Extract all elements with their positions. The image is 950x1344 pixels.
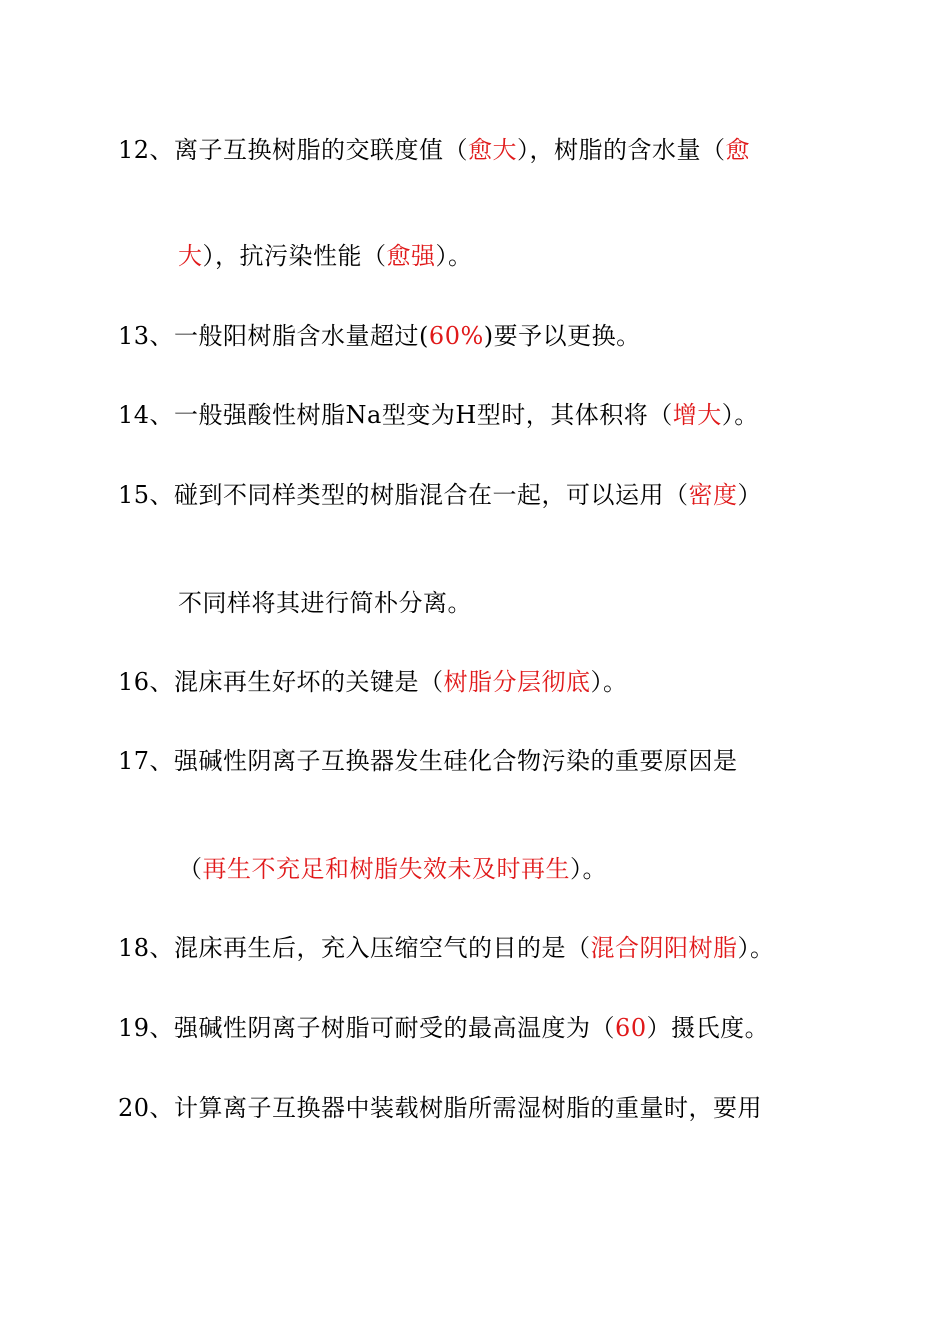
- question-text: 强碱性阴离子树脂可耐受的最高温度为（: [174, 1014, 616, 1042]
- question-12-line-1: [118, 134, 750, 166]
- question-text: 计算离子互换器中装载树脂所需湿树脂的重量时，要用: [174, 1094, 763, 1122]
- question-number: 18、: [118, 934, 175, 962]
- question-number: 15、: [118, 481, 175, 509]
- answer-text: 愈强: [386, 242, 436, 270]
- question-text: 碰到不同样类型的树脂混合在一起，可以运用（: [174, 481, 689, 509]
- answer-text: 增大: [672, 401, 722, 429]
- question-18: [118, 932, 775, 964]
- question-19: [118, 1012, 769, 1044]
- question-20: [118, 1092, 762, 1124]
- answer-text: 60%: [428, 322, 484, 350]
- answer-text: 60: [615, 1014, 647, 1042]
- question-text: 一般强酸性树脂Na型变为H型时，其体积将（: [174, 401, 673, 429]
- question-16: [118, 666, 628, 698]
- answer-text: 密度: [688, 481, 738, 509]
- question-17-line-1: [118, 745, 738, 777]
- question-number: 14、: [118, 401, 175, 429]
- question-number: 20、: [118, 1094, 175, 1122]
- question-15-line-1: [118, 479, 762, 511]
- answer-text: 愈大: [468, 136, 518, 164]
- question-number: 19、: [118, 1014, 175, 1042]
- question-text: ），树脂的含水量（: [517, 136, 726, 164]
- question-text: ）: [737, 481, 763, 509]
- question-text: ）。: [590, 668, 628, 696]
- question-13: [118, 320, 641, 352]
- question-text: ）摄氏度。: [646, 1014, 770, 1042]
- question-number: 16、: [118, 668, 175, 696]
- question-text: )要予以更换。: [483, 322, 641, 350]
- question-text: 一般阳树脂含水量超过(: [174, 322, 429, 350]
- answer-text: 大: [178, 242, 203, 270]
- question-text: （: [178, 855, 203, 883]
- answer-text: 混合阴阳树脂: [590, 934, 738, 962]
- answer-text: 愈: [725, 136, 751, 164]
- question-text: 混床再生好坏的关键是（: [174, 668, 444, 696]
- question-text: 混床再生后，充入压缩空气的目的是（: [174, 934, 591, 962]
- answer-text: 树脂分层彻底: [443, 668, 591, 696]
- question-number: 17、: [118, 747, 175, 775]
- question-text: 离子互换树脂的交联度值（: [174, 136, 469, 164]
- question-15-line-2: [178, 587, 472, 619]
- question-text: ）。: [721, 401, 759, 429]
- question-number: 12、: [118, 136, 175, 164]
- question-12-line-2: [178, 240, 473, 272]
- question-text: ）。: [570, 855, 607, 883]
- question-text: 不同样将其进行简朴分离。: [178, 589, 472, 617]
- question-text: ）。: [435, 242, 473, 270]
- question-text: ），抗污染性能（: [202, 242, 387, 270]
- question-text: ）。: [737, 934, 775, 962]
- answer-text: 再生不充足和树脂失效未及时再生: [202, 855, 570, 883]
- question-text: 强碱性阴离子互换器发生硅化合物污染的重要原因是: [174, 747, 738, 775]
- question-14: [118, 399, 759, 431]
- question-17-line-2: [178, 853, 607, 885]
- question-number: 13、: [118, 322, 175, 350]
